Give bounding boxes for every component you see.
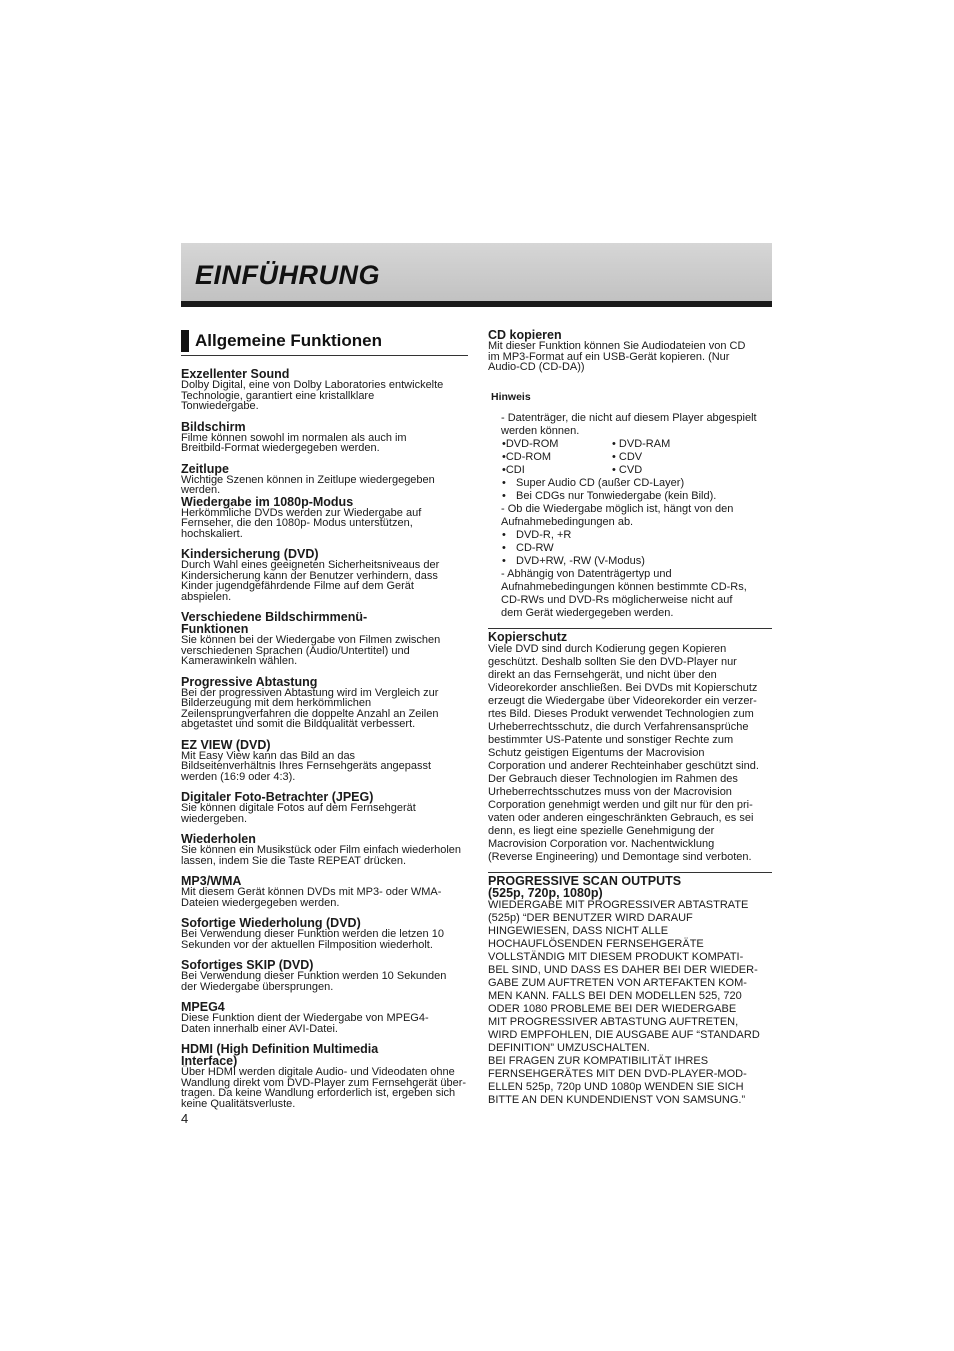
feature-text-line: abspielen. bbox=[181, 590, 232, 603]
text-line: rtes Bild. Dieses Produkt verwendet Technologien zum bbox=[488, 707, 754, 720]
bullet-text: DVD-R, +R bbox=[516, 528, 572, 541]
note-line: - Abhängig von Datenträgertyp und bbox=[501, 567, 672, 580]
text-line: Corporation genehmigt werden und gilt nur für den pri- bbox=[488, 798, 753, 811]
feature-item bbox=[181, 1043, 468, 1109]
copy-protection-title: Kopierschutz bbox=[488, 629, 568, 644]
bullet: • bbox=[612, 450, 619, 463]
feature-text bbox=[181, 688, 468, 730]
disc-type-label: CVD bbox=[618, 463, 643, 476]
feature-text-line: werden (16:9 oder 4:3). bbox=[181, 770, 296, 783]
feature-text-line: Wichtige Szenen können in Zeitlupe wiedergegeben bbox=[181, 473, 435, 486]
text-line: geschützt. Deshalb sollten Sie den DVD-Player nur bbox=[488, 655, 737, 668]
progressive-scan-text bbox=[488, 899, 772, 1107]
text-line: HINGEWIESEN, DASS NICHT ALLE bbox=[488, 924, 669, 937]
text-line: FERNSEHGERÄTES MIT DEN DVD-PLAYER-MOD- bbox=[488, 1067, 747, 1080]
feature-text-line: Zeilensprungverfahren die doppelte Anzahl an Zeilen bbox=[181, 707, 439, 720]
feature-text bbox=[181, 887, 468, 908]
disc-type bbox=[612, 464, 642, 477]
feature-item bbox=[181, 875, 468, 908]
feature-title: Wiedergabe im 1080p-Modus bbox=[181, 494, 354, 509]
bullet-item bbox=[488, 542, 772, 555]
disc-type bbox=[502, 464, 612, 477]
cd-copy-block bbox=[488, 329, 772, 373]
feature-text-line: Sie können bei der Wiedergabe von Filmen zwischen bbox=[181, 634, 441, 646]
progressive-scan-block bbox=[488, 872, 772, 1107]
feature-title: Progressive Abtastung bbox=[181, 674, 318, 689]
bullet: • bbox=[502, 476, 506, 489]
feature-text-line: Daten innerhalb einer AVI-Datei. bbox=[181, 1022, 338, 1035]
title-underline bbox=[181, 301, 772, 307]
disc-type-label: DVD-RAM bbox=[618, 437, 671, 450]
text-line: Macrovision Corporation vor. Nachentwicklung bbox=[488, 837, 715, 850]
feature-title: Sofortige Wiederholung (DVD) bbox=[181, 916, 361, 930]
feature-title: Zeitlupe bbox=[181, 461, 229, 476]
bullet-text: Super Audio CD (außer CD-Layer) bbox=[516, 476, 685, 489]
feature-text-line: Bilderzeugung mit dem herkömmlichen bbox=[181, 697, 372, 709]
bullet-text: CD-RW bbox=[516, 541, 554, 554]
text-line: Audio-CD (CD-DA)) bbox=[488, 361, 585, 373]
text-line: vaten oder anderen eingeschränkten Gebrauch, es sei bbox=[488, 811, 754, 824]
section-marker bbox=[181, 330, 189, 352]
note-line: - Ob die Wiedergabe möglich ist, hängt von den bbox=[501, 502, 734, 515]
feature-text-line: Durch Wahl eines geeigneten Sicherheitsniveaus der bbox=[181, 559, 440, 571]
text-line: BEI FRAGEN ZUR KOMPATIBILITÄT IHRES bbox=[488, 1054, 709, 1067]
text-line: MEN KANN. FALLS BEI DEN MODELLEN 525, 720 bbox=[488, 989, 742, 1002]
feature-text-line: der Wiedergabe übersprungen. bbox=[181, 980, 334, 993]
feature-text bbox=[181, 380, 468, 412]
bullet-text: Bei CDGs nur Tonwiedergabe (kein Bild). bbox=[516, 489, 717, 502]
text-line: BITTE AN DEN KUNDENDIENST VON SAMSUNG.” bbox=[488, 1093, 746, 1106]
feature-text-line: Über HDMI werden digitale Audio- und Videodaten ohne bbox=[181, 1066, 455, 1078]
feature-text bbox=[181, 560, 468, 602]
feature-text bbox=[181, 929, 468, 950]
note-line: - Datenträger, die nicht auf diesem Player abgespielt bbox=[501, 411, 757, 424]
text-line: BEL SIND, UND DASS ES DAHER BEI DER WIEDER- bbox=[488, 963, 758, 976]
feature-text-line: Diese Funktion dient der Wiedergabe von MPEG4- bbox=[181, 1012, 429, 1024]
note-line: CD-RWs und DVD-Rs möglicherweise nicht auf bbox=[501, 593, 733, 606]
text-line: bestimmter US-Patente und sonstiger Rechte zum bbox=[488, 733, 734, 746]
feature-text-line: Kamerawinkeln wählen. bbox=[181, 655, 298, 667]
section-title: Allgemeine Funktionen bbox=[195, 331, 383, 350]
feature-text-line: Wandlung direkt vom DVD-Player zum Fernsehgerät über- bbox=[181, 1076, 467, 1089]
text-line: (Reverse Engineering) und Demontage sind verboten. bbox=[488, 850, 752, 863]
feature-title: Funktionen bbox=[181, 622, 249, 636]
feature-text-line: Dolby Digital, eine von Dolby Laboratories entwickelte bbox=[181, 379, 444, 391]
feature-title: Verschiedene Bildschirmmenü- bbox=[181, 610, 368, 624]
feature-text-line: Kindersicherung kann der Benutzer verhindern, dass bbox=[181, 569, 438, 582]
note-label: Hinweis bbox=[491, 390, 531, 403]
disc-type bbox=[612, 451, 642, 464]
cd-copy-title: CD kopieren bbox=[488, 328, 562, 342]
feature-text-line: Bildseitenverhältnis Ihres Fernsehgeräts angepasst bbox=[181, 760, 432, 772]
copy-protection-block bbox=[488, 628, 772, 864]
bullet: • bbox=[502, 554, 506, 567]
feature-text bbox=[181, 433, 468, 454]
text-line: Urheberrechtsschutzes muss von der Macrovision bbox=[488, 785, 732, 798]
bullet: • bbox=[502, 528, 506, 541]
format-list bbox=[488, 529, 772, 568]
feature-text-line: Kinder jugendgefährdende Filme auf dem Gerät bbox=[181, 580, 414, 592]
bullet: • bbox=[612, 463, 619, 476]
feature-text-line: Mit Easy View kann das Bild an das bbox=[181, 749, 356, 762]
section-header bbox=[181, 330, 468, 356]
feature-text-line: tragen. Da keine Wandlung erforderlich ist, ergeben sich bbox=[181, 1087, 456, 1099]
disc-type-list bbox=[488, 438, 772, 477]
disc-type-label: CDV bbox=[618, 450, 643, 463]
bullet-item bbox=[488, 490, 772, 503]
feature-item bbox=[181, 548, 468, 602]
feature-text bbox=[181, 475, 468, 496]
feature-title: Bildschirm bbox=[181, 419, 246, 434]
text-line: GABE ZUM AUFTRETEN VON ARTEFAKTEN KOM- bbox=[488, 976, 747, 989]
note-item bbox=[488, 503, 772, 529]
feature-text-line: Tonwiedergabe. bbox=[181, 400, 259, 412]
feature-text-line: Mit diesem Gerät können DVDs mit MP3- oder WMA- bbox=[181, 886, 442, 898]
text-line: Viele DVD sind durch Kodierung gegen Kopieren bbox=[488, 642, 727, 655]
text-line: Urheberrechtsschutz, die durch Verfahrensansprüche bbox=[488, 720, 749, 733]
feature-text-line: Bei Verwendung dieser Funktion werden 10 Sekunden bbox=[181, 970, 447, 982]
feature-text bbox=[181, 1013, 468, 1034]
disc-type bbox=[502, 438, 612, 451]
disc-type bbox=[502, 451, 612, 464]
bullet: • bbox=[502, 437, 506, 450]
feature-text-line: Dateien wiedergegeben werden. bbox=[181, 896, 340, 909]
feature-text-line: lassen, indem Sie die Taste REPEAT drücken. bbox=[181, 854, 407, 867]
feature-item bbox=[181, 833, 468, 866]
feature-text-line: Sie können ein Musikstück oder Film einfach wiederholen bbox=[181, 844, 462, 856]
progressive-scan-subtitle: (525p, 720p, 1080p) bbox=[488, 885, 603, 900]
text-line: HOCHAUFLÖSENDEN FERNSEHGERÄTE bbox=[488, 937, 704, 950]
feature-item bbox=[181, 368, 468, 412]
text-line: (525p) “DER BENUTZER WIRD DARAUF bbox=[488, 911, 693, 924]
feature-text bbox=[181, 751, 468, 783]
progressive-scan-title: PROGRESSIVE SCAN OUTPUTS bbox=[488, 873, 682, 888]
text-line: Mit dieser Funktion können Sie Audiodateien von CD bbox=[488, 340, 746, 352]
bullet: • bbox=[502, 489, 506, 502]
text-line: Videorekorder anschließen. Bei DVDs mit Kopierschutz bbox=[488, 681, 758, 694]
disc-type-label: DVD-ROM bbox=[505, 437, 559, 450]
bullet: • bbox=[502, 463, 506, 476]
feature-text bbox=[181, 508, 468, 540]
text-line: Der Gebrauch dieser Technologien im Rahmen des bbox=[488, 772, 738, 785]
left-column bbox=[181, 330, 468, 1118]
disc-type-row bbox=[488, 464, 772, 477]
feature-list bbox=[181, 368, 468, 1109]
page-number: 4 bbox=[181, 1111, 189, 1126]
feature-item bbox=[181, 1001, 468, 1034]
feature-text-line: Breitbild-Format wiedergegeben werden. bbox=[181, 442, 380, 454]
text-line: Schutz geistigen Eigentums der Macrovision bbox=[488, 746, 705, 759]
feature-item bbox=[181, 917, 468, 950]
text-line: VOLLSTÄNDIG MIT DIESEM PRODUKT KOMPATI- bbox=[488, 950, 744, 963]
bullet: • bbox=[502, 541, 506, 554]
feature-text-line: Fernseher, die den 1080p- Modus unterstützen, bbox=[181, 517, 413, 529]
bullet-item bbox=[488, 477, 772, 490]
feature-item bbox=[181, 463, 468, 496]
feature-title: EZ VIEW (DVD) bbox=[181, 737, 271, 752]
feature-item bbox=[181, 739, 468, 783]
bullet: • bbox=[612, 437, 619, 450]
feature-text-line: abgetastet und somit die Bildqualität verbessert. bbox=[181, 718, 416, 730]
copy-protection-text bbox=[488, 643, 772, 864]
feature-text-line: Technologie, garantiert eine kristallklare bbox=[181, 389, 375, 402]
feature-text-line: Herkömmliche DVDs werden zur Wiedergabe auf bbox=[181, 506, 422, 519]
bullet-item bbox=[488, 529, 772, 542]
note-line: werden können. bbox=[501, 424, 580, 437]
feature-text-line: Bei der progressiven Abtastung wird im Vergleich zur bbox=[181, 686, 439, 699]
text-line: erzeugt die Wiedergabe über Videorekorder ein verzer- bbox=[488, 694, 757, 707]
feature-text-line: hochskaliert. bbox=[181, 527, 243, 540]
feature-title: Kindersicherung (DVD) bbox=[181, 547, 319, 561]
feature-title: Interface) bbox=[181, 1054, 238, 1068]
disc-type-row bbox=[488, 451, 772, 464]
text-line: WIEDERGABE MIT PROGRESSIVER ABTASTRATE bbox=[488, 898, 749, 911]
note-line: Aufnahmebedingungen können bestimmte CD-Rs, bbox=[501, 580, 747, 593]
feature-item bbox=[181, 611, 468, 667]
feature-text-line: wiedergeben. bbox=[181, 812, 248, 825]
feature-title: MP3/WMA bbox=[181, 874, 242, 888]
feature-title: MPEG4 bbox=[181, 1000, 225, 1014]
text-line: WIRD EMPFOHLEN, DIE AUSGABE AUF “STANDARD bbox=[488, 1028, 760, 1041]
disc-type bbox=[612, 438, 670, 451]
bullet-text: DVD+RW, -RW (V-Modus) bbox=[516, 554, 645, 567]
text-line: Corporation und anderer Rechteinhaber geschützt sind. bbox=[488, 759, 759, 772]
feature-text-line: Sekunden vor der aktuellen Filmposition wiederholt. bbox=[181, 938, 433, 951]
feature-item bbox=[181, 496, 468, 540]
text-line: ELLEN 525p, 720p UND 1080p WENDEN SIE SICH bbox=[488, 1080, 744, 1093]
feature-text-line: Sie können digitale Fotos auf dem Fernsehgerät bbox=[181, 802, 416, 814]
note-line: dem Gerät wiedergegeben werden. bbox=[501, 606, 674, 619]
text-line: ODER 1080 PROBLEME BEI DER WIEDERGABE bbox=[488, 1002, 737, 1015]
feature-text bbox=[181, 803, 468, 824]
feature-text-line: verschiedenen Sprachen (Audio/Untertitel) und bbox=[181, 644, 410, 657]
feature-text-line: Bei Verwendung dieser Funktion werden die letzen 10 bbox=[181, 928, 444, 940]
cd-copy-text bbox=[488, 341, 772, 373]
feature-text bbox=[181, 971, 468, 992]
feature-title: Exzellenter Sound bbox=[181, 367, 290, 381]
text-line: direkt an das Fernsehgerät, und nicht über den bbox=[488, 668, 717, 681]
feature-item bbox=[181, 791, 468, 824]
feature-item bbox=[181, 421, 468, 454]
text-line: im MP3-Format auf ein USB-Gerät kopieren. (Nur bbox=[488, 350, 730, 363]
disc-type-label: CD-ROM bbox=[505, 450, 552, 463]
bullet-item bbox=[488, 555, 772, 568]
feature-text bbox=[181, 1067, 468, 1109]
feature-item bbox=[181, 676, 468, 730]
feature-title: Sofortiges SKIP (DVD) bbox=[181, 958, 314, 972]
text-line: denn, es liegt eine spezielle Genehmigung der bbox=[488, 824, 715, 837]
disc-type-label: CDI bbox=[505, 463, 525, 476]
bullet: • bbox=[502, 450, 506, 463]
page-title: EINFÜHRUNG bbox=[195, 260, 380, 290]
note-item bbox=[488, 568, 772, 620]
feature-title: Digitaler Foto-Betrachter (JPEG) bbox=[181, 790, 374, 804]
feature-title: HDMI (High Definition Multimedia bbox=[181, 1042, 379, 1056]
text-line: MIT PROGRESSIVER ABTASTUNG AUFTRETEN, bbox=[488, 1015, 739, 1028]
note-item bbox=[488, 412, 772, 438]
feature-text bbox=[181, 635, 468, 667]
feature-text-line: keine Qualitätsverluste. bbox=[181, 1097, 296, 1110]
disc-note-list bbox=[488, 477, 772, 503]
feature-item bbox=[181, 959, 468, 992]
feature-text-line: Filme können sowohl im normalen als auch im bbox=[181, 431, 407, 444]
feature-text-line: werden. bbox=[181, 484, 221, 496]
note-block bbox=[488, 412, 772, 620]
text-line: DEFINITION” UMZUSCHALTEN. bbox=[488, 1041, 650, 1054]
feature-title: Wiederholen bbox=[181, 832, 256, 846]
note-line: Aufnahmebedingungen ab. bbox=[501, 515, 634, 528]
right-column bbox=[488, 329, 772, 1107]
disc-type-row bbox=[488, 438, 772, 451]
feature-text bbox=[181, 845, 468, 866]
